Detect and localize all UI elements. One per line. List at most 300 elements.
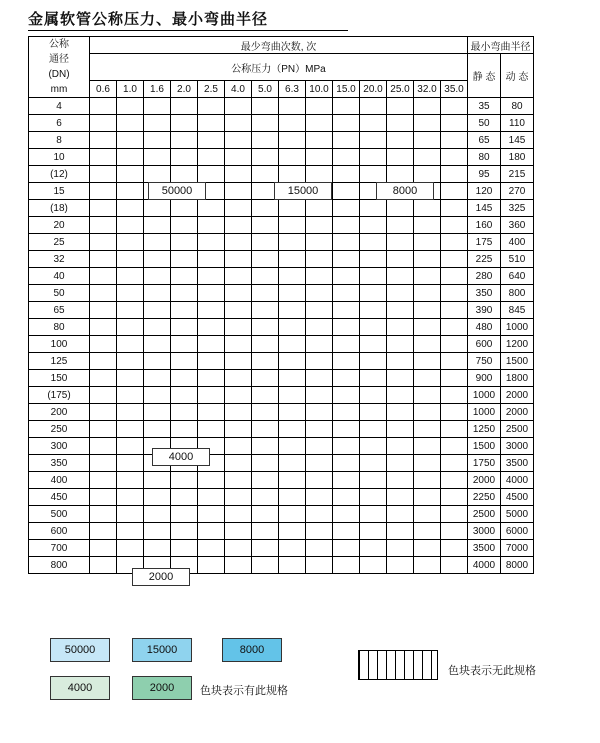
cell-r15-c12 — [414, 353, 441, 370]
cell-r4-c10 — [360, 166, 387, 183]
cell-r24-c13 — [441, 506, 468, 523]
cell-r1-c7 — [279, 115, 306, 132]
cell-r0-c11 — [387, 98, 414, 115]
legend-note-color: 色块表示有此规格 — [200, 685, 288, 697]
cell-r3-c5 — [225, 149, 252, 166]
cell-r17-c2 — [144, 387, 171, 404]
pn-column-header-4: 2.5 — [198, 81, 225, 98]
cell-r8-c12 — [414, 234, 441, 251]
cell-r5-c9 — [333, 183, 360, 200]
cell-r22-c2 — [144, 472, 171, 489]
cell-r22-c7 — [279, 472, 306, 489]
cell-r17-c11 — [387, 387, 414, 404]
cell-r15-c1 — [117, 353, 144, 370]
table-row — [29, 506, 534, 523]
table-row — [29, 557, 534, 574]
cell-r16-c11 — [387, 370, 414, 387]
cell-r24-c3 — [171, 506, 198, 523]
cell-r6-c10 — [360, 200, 387, 217]
cell-r12-c8 — [306, 302, 333, 319]
cell-r20-c0 — [90, 438, 117, 455]
cell-r9-c2 — [144, 251, 171, 268]
cell-r26-c1 — [117, 540, 144, 557]
legend-hatch-swatch — [358, 650, 438, 680]
cell-r4-c0 — [90, 166, 117, 183]
cell-r0-c3 — [171, 98, 198, 115]
value-tag-15000: 15000 — [274, 182, 332, 200]
cell-r27-c9 — [333, 557, 360, 574]
dynamic-radius-value: 1200 — [501, 336, 534, 353]
cell-r14-c6 — [252, 336, 279, 353]
cell-r15-c3 — [171, 353, 198, 370]
cell-r15-c13 — [441, 353, 468, 370]
cell-r0-c6 — [252, 98, 279, 115]
dynamic-radius-value: 8000 — [501, 557, 534, 574]
cell-r5-c5 — [225, 183, 252, 200]
static-radius-value: 175 — [468, 234, 501, 251]
cell-r3-c6 — [252, 149, 279, 166]
pn-column-header-13: 35.0 — [441, 81, 468, 98]
header-row-1 — [29, 37, 534, 54]
cell-r18-c3 — [171, 404, 198, 421]
cell-r8-c3 — [171, 234, 198, 251]
cell-r3-c9 — [333, 149, 360, 166]
table-row — [29, 115, 534, 132]
cell-r24-c11 — [387, 506, 414, 523]
cell-r10-c12 — [414, 268, 441, 285]
static-radius-value: 3000 — [468, 523, 501, 540]
cell-r3-c12 — [414, 149, 441, 166]
table-row — [29, 166, 534, 183]
cell-r18-c13 — [441, 404, 468, 421]
cell-r21-c7 — [279, 455, 306, 472]
cell-r9-c3 — [171, 251, 198, 268]
cell-r2-c7 — [279, 132, 306, 149]
cell-r25-c2 — [144, 523, 171, 540]
cell-r9-c8 — [306, 251, 333, 268]
table-row — [29, 149, 534, 166]
cell-r13-c12 — [414, 319, 441, 336]
cell-r17-c0 — [90, 387, 117, 404]
cell-r1-c8 — [306, 115, 333, 132]
table-row — [29, 285, 534, 302]
legend-swatch-15000: 15000 — [132, 638, 192, 662]
cell-r0-c0 — [90, 98, 117, 115]
cell-r22-c10 — [360, 472, 387, 489]
pn-column-header-3: 2.0 — [171, 81, 198, 98]
cell-r19-c5 — [225, 421, 252, 438]
cell-r11-c4 — [198, 285, 225, 302]
cell-r25-c5 — [225, 523, 252, 540]
cell-r6-c1 — [117, 200, 144, 217]
cell-r17-c1 — [117, 387, 144, 404]
cell-r6-c13 — [441, 200, 468, 217]
cell-r13-c9 — [333, 319, 360, 336]
cell-r2-c9 — [333, 132, 360, 149]
table-row — [29, 404, 534, 421]
table-row — [29, 523, 534, 540]
cell-r26-c6 — [252, 540, 279, 557]
dn-header-line-0: 公称 — [49, 39, 69, 50]
dn-label: 65 — [29, 302, 90, 319]
dynamic-header: 动 态 — [501, 54, 534, 98]
cell-r10-c5 — [225, 268, 252, 285]
cell-r14-c8 — [306, 336, 333, 353]
cell-r4-c1 — [117, 166, 144, 183]
dynamic-radius-value: 400 — [501, 234, 534, 251]
cell-r14-c4 — [198, 336, 225, 353]
cell-r17-c6 — [252, 387, 279, 404]
dn-header — [29, 37, 90, 98]
pn-column-header-9: 15.0 — [333, 81, 360, 98]
cell-r5-c1 — [117, 183, 144, 200]
dn-label: 600 — [29, 523, 90, 540]
cell-r7-c2 — [144, 217, 171, 234]
cell-r1-c4 — [198, 115, 225, 132]
page-title: 金属软管公称压力、最小弯曲半径 — [28, 10, 269, 28]
static-radius-value: 1000 — [468, 387, 501, 404]
cell-r24-c9 — [333, 506, 360, 523]
table-body — [29, 98, 534, 574]
cell-r11-c8 — [306, 285, 333, 302]
cell-r13-c11 — [387, 319, 414, 336]
cell-r23-c0 — [90, 489, 117, 506]
cell-r27-c11 — [387, 557, 414, 574]
dn-label: (18) — [29, 200, 90, 217]
cell-r26-c2 — [144, 540, 171, 557]
cell-r10-c13 — [441, 268, 468, 285]
cell-r18-c12 — [414, 404, 441, 421]
cell-r10-c2 — [144, 268, 171, 285]
dn-label: 15 — [29, 183, 90, 200]
cell-r14-c7 — [279, 336, 306, 353]
cell-r9-c13 — [441, 251, 468, 268]
dn-label: 200 — [29, 404, 90, 421]
cell-r3-c11 — [387, 149, 414, 166]
cell-r25-c3 — [171, 523, 198, 540]
static-radius-value: 1250 — [468, 421, 501, 438]
cell-r16-c7 — [279, 370, 306, 387]
dn-label: (12) — [29, 166, 90, 183]
cell-r21-c12 — [414, 455, 441, 472]
cell-r4-c7 — [279, 166, 306, 183]
dn-label: 350 — [29, 455, 90, 472]
dynamic-radius-value: 145 — [501, 132, 534, 149]
static-radius-value: 3500 — [468, 540, 501, 557]
cell-r8-c9 — [333, 234, 360, 251]
cell-r15-c9 — [333, 353, 360, 370]
cell-r19-c9 — [333, 421, 360, 438]
pn-column-header-7: 6.3 — [279, 81, 306, 98]
cell-r10-c1 — [117, 268, 144, 285]
cell-r25-c1 — [117, 523, 144, 540]
cell-r18-c7 — [279, 404, 306, 421]
cell-r6-c8 — [306, 200, 333, 217]
table-row — [29, 336, 534, 353]
cell-r1-c1 — [117, 115, 144, 132]
cell-r9-c10 — [360, 251, 387, 268]
cell-r9-c5 — [225, 251, 252, 268]
cell-r14-c12 — [414, 336, 441, 353]
static-radius-value: 160 — [468, 217, 501, 234]
static-radius-value: 225 — [468, 251, 501, 268]
table-row — [29, 438, 534, 455]
cell-r23-c9 — [333, 489, 360, 506]
cell-r24-c6 — [252, 506, 279, 523]
cell-r0-c4 — [198, 98, 225, 115]
cell-r4-c2 — [144, 166, 171, 183]
table-head — [29, 37, 534, 98]
table-row — [29, 387, 534, 404]
cell-r19-c13 — [441, 421, 468, 438]
cell-r3-c8 — [306, 149, 333, 166]
cell-r11-c6 — [252, 285, 279, 302]
cell-r16-c6 — [252, 370, 279, 387]
cell-r10-c3 — [171, 268, 198, 285]
table-row — [29, 132, 534, 149]
cell-r9-c4 — [198, 251, 225, 268]
table-row — [29, 98, 534, 115]
dynamic-radius-value: 3000 — [501, 438, 534, 455]
cell-r25-c0 — [90, 523, 117, 540]
cell-r13-c6 — [252, 319, 279, 336]
cell-r2-c2 — [144, 132, 171, 149]
cell-r25-c7 — [279, 523, 306, 540]
cell-r23-c2 — [144, 489, 171, 506]
dn-label: 800 — [29, 557, 90, 574]
cell-r16-c8 — [306, 370, 333, 387]
cell-r19-c7 — [279, 421, 306, 438]
cell-r7-c13 — [441, 217, 468, 234]
pn-column-header-12: 32.0 — [414, 81, 441, 98]
cell-r19-c12 — [414, 421, 441, 438]
cell-r22-c1 — [117, 472, 144, 489]
dynamic-radius-value: 360 — [501, 217, 534, 234]
cell-r14-c3 — [171, 336, 198, 353]
cell-r25-c12 — [414, 523, 441, 540]
cell-r7-c9 — [333, 217, 360, 234]
cell-r3-c10 — [360, 149, 387, 166]
dn-label: 150 — [29, 370, 90, 387]
cell-r8-c0 — [90, 234, 117, 251]
table-row — [29, 472, 534, 489]
cell-r7-c3 — [171, 217, 198, 234]
cell-r3-c4 — [198, 149, 225, 166]
cell-r1-c5 — [225, 115, 252, 132]
cell-r23-c7 — [279, 489, 306, 506]
static-radius-value: 600 — [468, 336, 501, 353]
dn-header-line-3: mm — [50, 84, 68, 95]
cell-r12-c0 — [90, 302, 117, 319]
cell-r17-c8 — [306, 387, 333, 404]
cell-r3-c3 — [171, 149, 198, 166]
cell-r24-c0 — [90, 506, 117, 523]
cell-r12-c1 — [117, 302, 144, 319]
cell-r7-c0 — [90, 217, 117, 234]
table-row — [29, 319, 534, 336]
dn-label: 125 — [29, 353, 90, 370]
table-row — [29, 455, 534, 472]
cell-r23-c10 — [360, 489, 387, 506]
dynamic-radius-value: 3500 — [501, 455, 534, 472]
cell-r9-c7 — [279, 251, 306, 268]
table-row — [29, 489, 534, 506]
cell-r6-c0 — [90, 200, 117, 217]
cell-r24-c10 — [360, 506, 387, 523]
cell-r8-c6 — [252, 234, 279, 251]
cell-r4-c13 — [441, 166, 468, 183]
cell-r6-c11 — [387, 200, 414, 217]
cell-r9-c9 — [333, 251, 360, 268]
cell-r0-c10 — [360, 98, 387, 115]
cell-r25-c10 — [360, 523, 387, 540]
dn-label: 10 — [29, 149, 90, 166]
cell-r13-c3 — [171, 319, 198, 336]
bend-times-header: 最少弯曲次数, 次 — [90, 37, 468, 54]
pn-column-header-10: 20.0 — [360, 81, 387, 98]
cell-r12-c2 — [144, 302, 171, 319]
cell-r17-c9 — [333, 387, 360, 404]
cell-r13-c10 — [360, 319, 387, 336]
cell-r26-c5 — [225, 540, 252, 557]
table-row — [29, 200, 534, 217]
cell-r3-c2 — [144, 149, 171, 166]
cell-r26-c9 — [333, 540, 360, 557]
dynamic-radius-value: 800 — [501, 285, 534, 302]
cell-r11-c9 — [333, 285, 360, 302]
cell-r19-c2 — [144, 421, 171, 438]
cell-r18-c8 — [306, 404, 333, 421]
dynamic-radius-value: 1500 — [501, 353, 534, 370]
cell-r13-c13 — [441, 319, 468, 336]
cell-r26-c13 — [441, 540, 468, 557]
cell-r19-c6 — [252, 421, 279, 438]
cell-r24-c2 — [144, 506, 171, 523]
cell-r26-c4 — [198, 540, 225, 557]
dynamic-radius-value: 1000 — [501, 319, 534, 336]
static-radius-value: 480 — [468, 319, 501, 336]
cell-r13-c4 — [198, 319, 225, 336]
value-tag-4000: 4000 — [152, 448, 210, 466]
cell-r19-c3 — [171, 421, 198, 438]
table-row — [29, 217, 534, 234]
cell-r14-c1 — [117, 336, 144, 353]
cell-r24-c8 — [306, 506, 333, 523]
cell-r13-c8 — [306, 319, 333, 336]
cell-r6-c4 — [198, 200, 225, 217]
cell-r21-c11 — [387, 455, 414, 472]
cell-r7-c8 — [306, 217, 333, 234]
cell-r16-c1 — [117, 370, 144, 387]
dynamic-radius-value: 325 — [501, 200, 534, 217]
cell-r22-c5 — [225, 472, 252, 489]
cell-r27-c4 — [198, 557, 225, 574]
cell-r12-c3 — [171, 302, 198, 319]
cell-r27-c8 — [306, 557, 333, 574]
cell-r16-c0 — [90, 370, 117, 387]
cell-r7-c6 — [252, 217, 279, 234]
dn-label: 450 — [29, 489, 90, 506]
cell-r0-c2 — [144, 98, 171, 115]
spec-table — [28, 36, 534, 574]
cell-r25-c4 — [198, 523, 225, 540]
cell-r20-c5 — [225, 438, 252, 455]
cell-r11-c0 — [90, 285, 117, 302]
cell-r10-c10 — [360, 268, 387, 285]
cell-r12-c5 — [225, 302, 252, 319]
dn-header-line-2: (DN) — [48, 69, 70, 80]
cell-r23-c1 — [117, 489, 144, 506]
cell-r22-c0 — [90, 472, 117, 489]
cell-r27-c0 — [90, 557, 117, 574]
dn-label: 8 — [29, 132, 90, 149]
cell-r1-c11 — [387, 115, 414, 132]
legend-swatch-4000: 4000 — [50, 676, 110, 700]
cell-r12-c6 — [252, 302, 279, 319]
cell-r17-c10 — [360, 387, 387, 404]
cell-r23-c3 — [171, 489, 198, 506]
cell-r1-c12 — [414, 115, 441, 132]
dynamic-radius-value: 6000 — [501, 523, 534, 540]
cell-r26-c3 — [171, 540, 198, 557]
cell-r26-c7 — [279, 540, 306, 557]
cell-r26-c12 — [414, 540, 441, 557]
dn-label: 700 — [29, 540, 90, 557]
cell-r20-c9 — [333, 438, 360, 455]
cell-r10-c8 — [306, 268, 333, 285]
cell-r2-c8 — [306, 132, 333, 149]
cell-r23-c4 — [198, 489, 225, 506]
cell-r20-c13 — [441, 438, 468, 455]
cell-r7-c5 — [225, 217, 252, 234]
cell-r6-c5 — [225, 200, 252, 217]
cell-r11-c2 — [144, 285, 171, 302]
cell-r23-c6 — [252, 489, 279, 506]
dn-label: 50 — [29, 285, 90, 302]
cell-r10-c4 — [198, 268, 225, 285]
cell-r20-c1 — [117, 438, 144, 455]
pn-header-row — [29, 81, 534, 98]
dn-label: 250 — [29, 421, 90, 438]
cell-r20-c10 — [360, 438, 387, 455]
dn-label: 32 — [29, 251, 90, 268]
pn-column-header-5: 4.0 — [225, 81, 252, 98]
cell-r26-c11 — [387, 540, 414, 557]
cell-r23-c11 — [387, 489, 414, 506]
cell-r19-c11 — [387, 421, 414, 438]
cell-r19-c4 — [198, 421, 225, 438]
cell-r7-c7 — [279, 217, 306, 234]
static-radius-value: 65 — [468, 132, 501, 149]
cell-r2-c6 — [252, 132, 279, 149]
cell-r18-c2 — [144, 404, 171, 421]
cell-r13-c1 — [117, 319, 144, 336]
cell-r15-c7 — [279, 353, 306, 370]
cell-r19-c8 — [306, 421, 333, 438]
cell-r22-c12 — [414, 472, 441, 489]
cell-r4-c12 — [414, 166, 441, 183]
cell-r18-c9 — [333, 404, 360, 421]
pn-column-header-6: 5.0 — [252, 81, 279, 98]
cell-r4-c5 — [225, 166, 252, 183]
cell-r15-c0 — [90, 353, 117, 370]
dynamic-radius-value: 2000 — [501, 404, 534, 421]
cell-r14-c11 — [387, 336, 414, 353]
cell-r0-c7 — [279, 98, 306, 115]
cell-r8-c2 — [144, 234, 171, 251]
value-tag-2000: 2000 — [132, 568, 190, 586]
dynamic-radius-value: 180 — [501, 149, 534, 166]
